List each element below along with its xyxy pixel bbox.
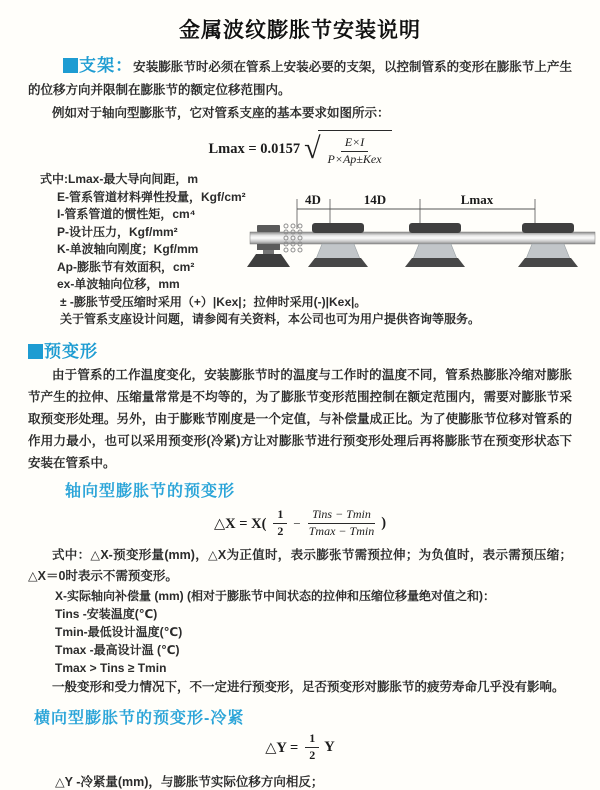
temperature-denominator: Tmax − Tmin [308, 524, 375, 538]
support-section-heading: 支架： [79, 56, 134, 75]
axial-formula-explanation: 式中：△X-预变形量(mm)，△X为正值时，表示膨张节需预拉伸；为负值时，表示需预压缩；△X＝0时表示不需预变形。 [28, 547, 572, 583]
sqrt-symbol-icon: √ [304, 132, 321, 165]
page-title: 金属波纹膨胀节安装说明 [179, 19, 421, 42]
one-half-fraction [273, 507, 287, 539]
pipe-support-diagram [240, 188, 600, 273]
one-half-fraction [305, 731, 319, 763]
guide-support [405, 223, 465, 267]
service-note-line: 关于管系支座设计问题，请参阅有关资料，本公司也可为用户提供咨询等服务。 [60, 312, 481, 326]
minus-operator: − [293, 515, 301, 531]
lmax-numerator: E×I [341, 135, 368, 152]
axial-formula-close-paren: ) [381, 515, 387, 531]
support-intro-text: 安装膨胀节时必须在管系上安装必要的支架，以控制管系的变形在膨胀节上产生的位移方向并限制在膨胀节的额定位移范围内。 [28, 60, 572, 97]
definition-line: ± -膨胀节受压缩时采用（+）|Kex|；拉伸时采用(-)|Kex|。 [60, 294, 367, 309]
temperature-definition-line: Tmax -最高设计温 (℃) [55, 642, 180, 657]
definition-line: ex-单波轴向位移，mm [57, 277, 180, 291]
predeform-section-heading: 预变形 [44, 341, 98, 361]
axial-predeform-note: 一般变形和受力情况下，不一定进行预变形，足否预变形对膨胀节的疲劳寿命几乎没有影响。 [52, 679, 565, 694]
half-denominator: 2 [309, 748, 316, 762]
dimension-label-4d: 4D [305, 192, 321, 207]
lateral-predeform-heading: 横向型膨胀节的预变形-冷紧 [34, 709, 245, 727]
lmax-formula-lhs: Lmax = 0.0157 [208, 140, 301, 157]
lmax-fraction [326, 135, 384, 167]
half-numerator: 1 [305, 731, 319, 748]
temperature-numerator: Tins − Tmin [308, 507, 375, 524]
definition-line: 式中:Lmax-最大导向间距，m [40, 172, 199, 186]
half-numerator: 1 [273, 507, 287, 524]
axial-variable-definitions [55, 587, 572, 677]
lmax-denominator: P×Ap±Kex [327, 152, 382, 166]
temperature-definition-line: Tins -安装温度(℃) [55, 606, 158, 621]
x-definition-line: X-实际轴向补偿量 (mm) (相对于膨胀节中间状态的拉伸和压缩位移量绝对值之和)： [55, 588, 495, 603]
lateral-formula-lhs: △Y = [265, 739, 299, 756]
lateral-formula-rhs: Y [324, 739, 335, 755]
definition-line: P-设计压力，Kgf/mm² [57, 224, 178, 239]
definition-line: I-管系管道的惯性矩，cm⁴ [57, 207, 196, 221]
predeform-section-header [28, 337, 572, 362]
dimension-label-14d: 14D [363, 192, 387, 207]
definition-line: E-管系管道材料弹性投量，Kgf/cm² [57, 189, 246, 204]
section-square-icon [63, 58, 78, 73]
temperature-fraction [307, 507, 376, 539]
predeform-paragraph: 由于管系的工作温度变化，安装膨胀节时的温度与工作时的温度不同，管系热膨胀冷缩对膨胀节产生的拉伸、压缩量常常是不均等的，为了膨胀节变形范围控制在额定范围内，需要对膨胀节采取预变形处理。另外，由于膨账节刚度是一个定值，与补偿量成正比。为了使膨胀节位移对管系的作用力最小，也可以采用预变形(冷紧)方让对膨胀节进行预变形处理后再将膨胀节在预变形状态下安装在管系中。 [28, 367, 572, 470]
lateral-predeform-formula [28, 732, 572, 764]
half-denominator: 2 [277, 524, 284, 538]
section-square-icon [28, 344, 43, 359]
axial-predeform-formula [28, 505, 572, 543]
support-intro-paragraph [28, 54, 572, 102]
temperature-definition-line: Tmax > Tins ≥ Tmin [55, 660, 167, 675]
temperature-definition-line: Tmin-最低设计温度(℃) [55, 624, 183, 639]
axial-predeform-heading: 轴向型膨胀节的预变形 [65, 482, 236, 500]
axial-formula-lhs: △X = X( [213, 515, 267, 532]
anchor-support [247, 225, 290, 267]
support-example-line: 例如对于轴向型膨胀节，它对管系支座的基本要求如图所示： [52, 106, 390, 120]
lateral-formula-explanation: △Y -冷紧量(mm)，与膨胀节实际位移方向相反； [55, 774, 324, 789]
definition-line: Ap-膨胀节有效面积，cm² [57, 259, 195, 274]
lmax-formula [28, 129, 572, 169]
guide-support [308, 223, 368, 267]
dimension-label-lmax: Lmax [460, 192, 494, 207]
sqrt-content [318, 130, 392, 167]
definition-line: K-单波轴向刚度；Kgf/mm [57, 242, 199, 256]
guide-support [518, 223, 578, 267]
